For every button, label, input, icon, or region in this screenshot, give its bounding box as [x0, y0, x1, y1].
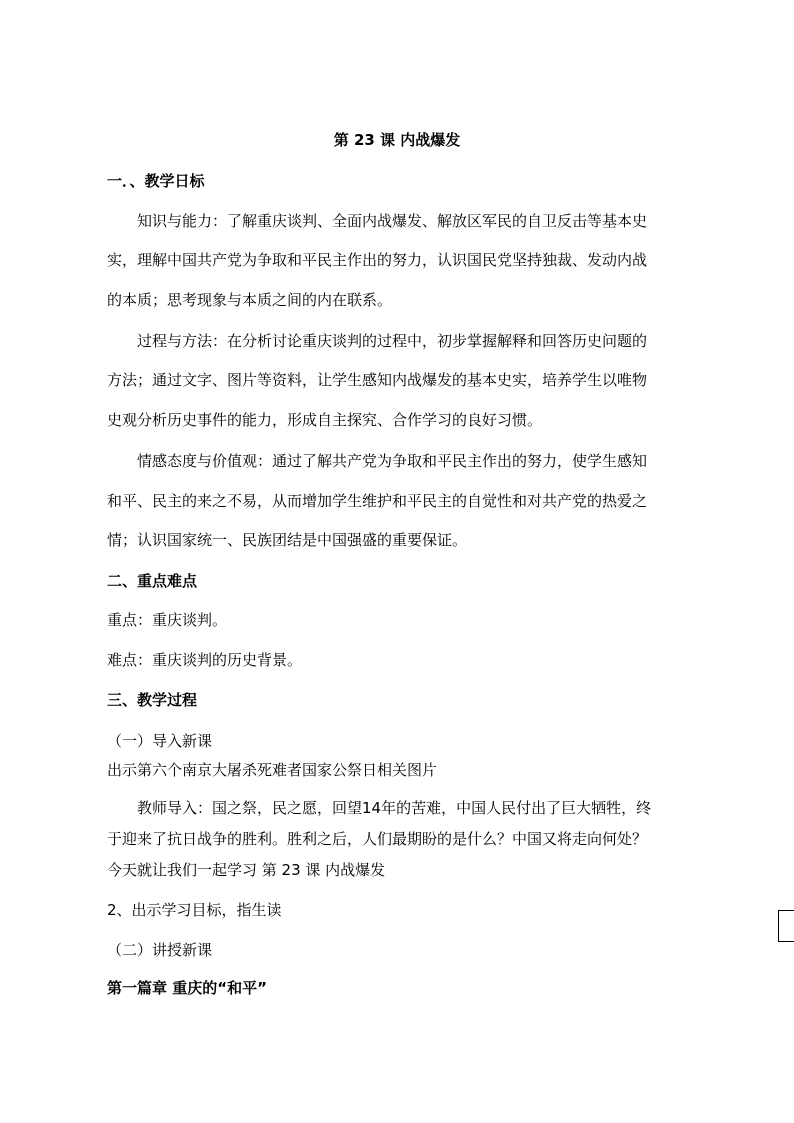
emotion-line-3: 情；认识国家统一、民族团结是中国强盛的重要保证。 [107, 531, 468, 549]
goals-heading: 一．、教学日标 [107, 172, 205, 190]
key-point: 重点：重庆谈判。 [107, 611, 228, 629]
margin-box [778, 910, 794, 942]
process-line-2: 方法；通过文字、图片等资料，让学生感知内战爆发的基本史实，培养学生以唯物 [107, 371, 648, 389]
key-heading: 二、重点难点 [107, 572, 198, 590]
intro-heading: （一）导入新课 [107, 732, 213, 750]
intro-show: 出示第六个南京大屠杀死难者国家公祭日相关图片 [107, 761, 438, 779]
process-line-3: 史观分析历史事件的能力，形成自主探究、合作学习的良好习惯。 [107, 411, 543, 429]
knowledge-line-2: 实，理解中国共产党为争取和平民主作出的努力，认识国民党坚持独裁、发动内战 [107, 251, 648, 269]
knowledge-line-1: 知识与能力：了解重庆谈判、全面内战爆发、解放区军民的自卫反击等基本史 [137, 212, 648, 230]
teacher-line-3: 今天就让我们一起学习 第 23 课 内战爆发 [107, 861, 386, 879]
process-line-1: 过程与方法：在分析讨论重庆谈判的过程中，初步掌握解释和回答历史问题的 [137, 332, 648, 350]
teacher-line-2: 于迎来了抗日战争的胜利。胜利之后，人们最期盼的是什么？中国又将走向何处？ [107, 830, 648, 848]
process-heading: 三、教学过程 [107, 691, 198, 709]
emotion-line-2: 和平、民主的来之不易，从而增加学生维护和平民主的自觉性和对共产党的热爱之 [107, 492, 648, 510]
knowledge-line-3: 的本质；思考现象与本质之间的内在联系。 [107, 291, 393, 309]
new-lesson-heading: （二）讲授新课 [107, 941, 213, 959]
chapter-1-heading: 第一篇章 重庆的“和平” [107, 979, 267, 997]
teacher-line-1: 教师导入：国之祭，民之愿，回望14年的苦难，中国人民付出了巨大牺牲，终 [137, 799, 652, 817]
step-2: 2、出示学习目标，指生读 [107, 901, 282, 919]
emotion-line-1: 情感态度与价值观：通过了解共产党为争取和平民主作出的努力，使学生感知 [137, 452, 648, 470]
lesson-title: 第 23 课 内战爆发 [333, 131, 461, 149]
difficult-point: 难点：重庆谈判的历史背景。 [107, 651, 303, 669]
